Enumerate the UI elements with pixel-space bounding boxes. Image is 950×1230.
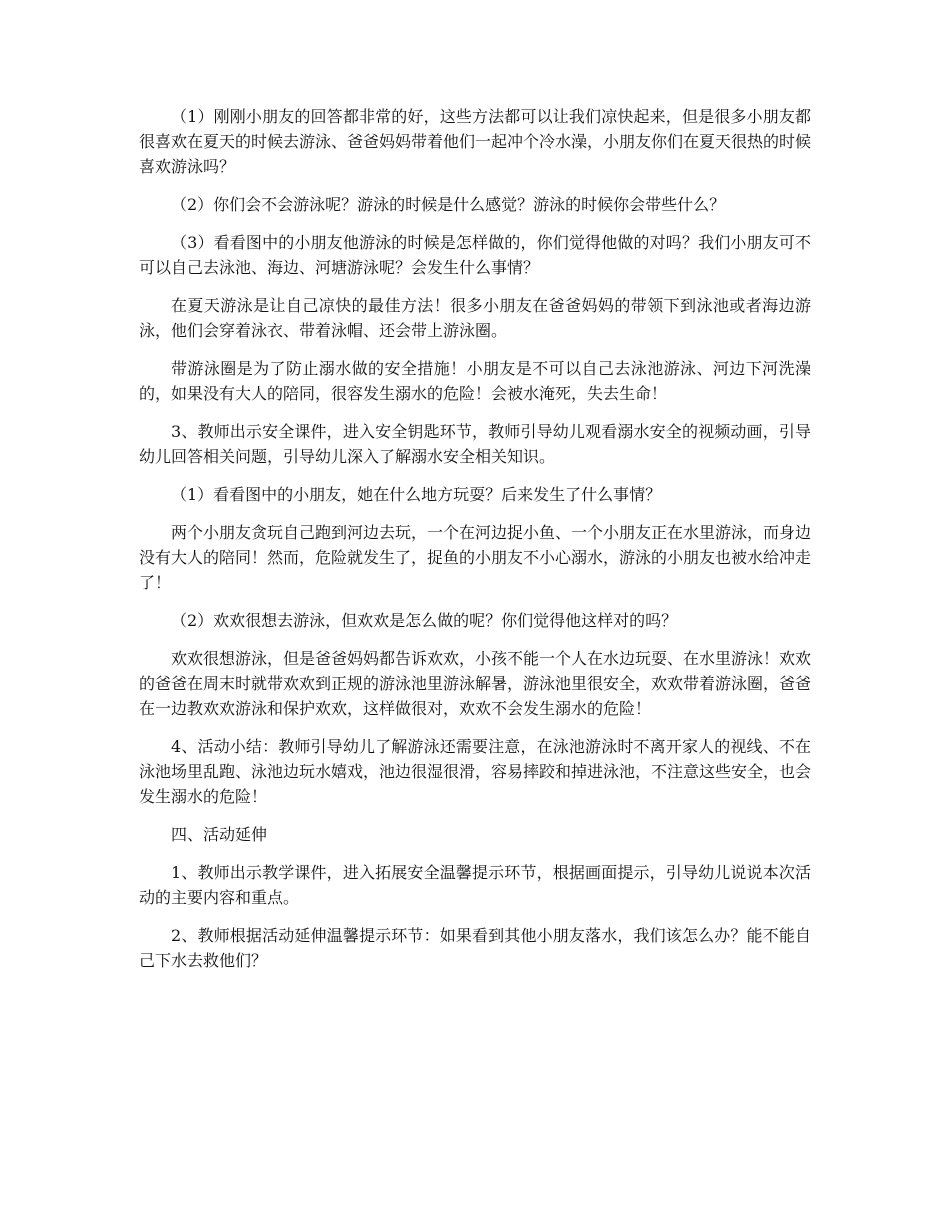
paragraph-huanhuan-answer: 欢欢很想游泳，但是爸爸妈妈都告诉欢欢，小孩不能一个人在水边玩耍、在水里游泳！欢欢的爸爸在周末时就带欢欢到正规的游泳池里游泳解暑，游泳池里很安全，欢欢带着游泳圈，爸爸在一边教欢欢游泳和保护欢欢，这样做很对，欢欢不会发生溺水的危险！ (139, 649, 812, 718)
section-heading-extension: 四、活动延伸 (171, 825, 268, 844)
paragraph-q2-can-swim: （2）你们会不会游泳呢？游泳的时候是什么感觉？游泳的时候你会带些什么？ (171, 195, 726, 214)
paragraph-best-way-cool: 在夏天游泳是让自己凉快的最佳方法！很多小朋友在爸爸妈妈的带领下到泳池或者海边游泳，他们会穿着泳衣、带着泳帽、还会带上游泳圈。 (139, 296, 811, 340)
paragraph-q3-swim-alone: （3）看看图中的小朋友他游泳的时候是怎样做的，你们觉得他做的对吗？我们小朋友可不可以自己去泳池、海边、河塘游泳呢？会发生什么事情？ (139, 233, 811, 277)
paragraph-q1-where-playing: （1）看看图中的小朋友，她在什么地方玩耍？后来发生了什么事情？ (171, 485, 662, 504)
paragraph-step-4-summary: 4、活动小结：教师引导幼儿了解游泳还需要注意，在泳池游泳时不离开家人的视线、不在泳池场里乱跑、泳池边玩水嬉戏，池边很湿很滑，容易摔跤和掉进泳池，不注意这些安全，也会发生溺水的危险！ (139, 737, 812, 806)
paragraph-swim-ring-safety: 带游泳圈是为了防止溺水做的安全措施！小朋友是不可以自己去泳池游泳、河边下河洗澡的，如果没有大人的陪同，很容发生溺水的危险！会被水淹死，失去生命！ (139, 359, 811, 403)
paragraph-extension-1: 1、教师出示教学课件，进入拓展安全温馨提示环节，根据画面提示，引导幼儿说说本次活动的主要内容和重点。 (139, 863, 811, 907)
paragraph-extension-2: 2、教师根据活动延伸温馨提示环节：如果看到其他小朋友落水，我们该怎么办？能不能自己下水去救他们？ (139, 926, 811, 970)
paragraph-step-3-courseware: 3、教师出示安全课件，进入安全钥匙环节，教师引导幼儿观看溺水安全的视频动画，引导幼儿回答相关问题，引导幼儿深入了解溺水安全相关知识。 (139, 422, 811, 466)
paragraph-two-children-river: 两个小朋友贪玩自己跑到河边去玩，一个在河边捉小鱼、一个小朋友正在水里游泳，而身边没有大人的陪同！然而，危险就发生了，捉鱼的小朋友不小心溺水，游泳的小朋友也被水给冲走了！ (139, 523, 812, 592)
paragraph-q2-huanhuan: （2）欢欢很想去游泳，但欢欢是怎么做的呢？你们觉得他这样对的吗？ (171, 611, 678, 630)
paragraph-q1-summer-cooling: （1）刚刚小朋友的回答都非常的好，这些方法都可以让我们凉快起来，但是很多小朋友都很喜欢在夏天的时候去游泳、爸爸妈妈带着他们一起冲个冷水澡，小朋友你们在夏天很热的时候喜欢游泳吗？ (139, 107, 812, 176)
document-page (139, 104, 811, 986)
